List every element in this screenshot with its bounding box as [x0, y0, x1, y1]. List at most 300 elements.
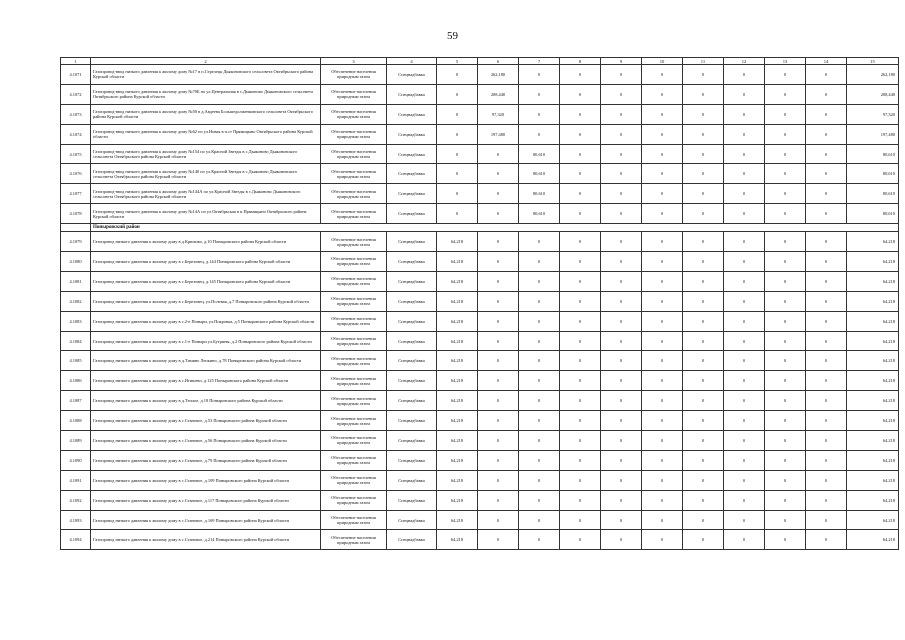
total-cell: 64,218	[847, 232, 899, 252]
section-title: Поныровский район	[91, 224, 899, 232]
value-cell: 64,218	[437, 510, 478, 530]
value-cell: 0	[642, 291, 683, 311]
value-cell: 0	[560, 530, 601, 550]
value-cell: 0	[683, 470, 724, 490]
value-cell: 0	[560, 232, 601, 252]
object-name: Газопровод низкого давления к жилому дому в с.Березовец, д.145 Поныровского района Курской области	[91, 271, 321, 291]
value-cell: 0	[806, 164, 847, 184]
value-cell: 0	[560, 431, 601, 451]
object-name: Газопровод низкого давления к жилому дому в с.Березовец, ул.Полевая, д.7 Поныровского района Курской области	[91, 291, 321, 311]
value-cell: 80,610	[519, 204, 560, 224]
value-cell: 0	[765, 124, 806, 144]
row-id: 4.1071	[61, 65, 91, 85]
object-name: Газопровод низкого давления к жилому дому в с.2-е Поныри, ул.Покровка, д.5 Поныровского района Курской области	[91, 311, 321, 331]
total-cell: 64,218	[847, 411, 899, 431]
value-cell: 80,610	[519, 144, 560, 164]
value-cell: 0	[724, 311, 765, 331]
value-cell: 0	[724, 84, 765, 104]
value-cell: 0	[519, 331, 560, 351]
object-name: Газопровод-ввод низкого давления к жилому дому №14А по ул.Октябрьская в п.Прямицыно Октябрьского района Курской области	[91, 204, 321, 224]
object-name: Газопровод-ввод низкого давления к жилому дому №50 в д.Авдеева Большедолженковского сельсовета Октябрьского района Курской области	[91, 104, 321, 124]
value-cell: 0	[437, 104, 478, 124]
value-cell: 64,218	[437, 530, 478, 550]
purpose-cell: Обеспечение населения природным газом	[321, 84, 387, 104]
value-cell: 0	[642, 490, 683, 510]
value-cell: 0	[560, 490, 601, 510]
value-cell: 0	[601, 391, 642, 411]
value-cell: 0	[765, 351, 806, 371]
value-cell: 0	[642, 65, 683, 85]
funding-source: Спецнадбавка	[387, 530, 437, 550]
value-cell: 0	[683, 271, 724, 291]
object-name: Газопровод-ввод низкого давления к жилому дому №17 в п.Стрелецк Дьяконовского сельсовета Октябрьского района Курской области	[91, 65, 321, 85]
object-name: Газопровод низкого давления к жилому дому в д.Теплое, д.18 Поныровского района Курской области	[91, 391, 321, 411]
purpose-cell: Обеспечение населения природным газом	[321, 204, 387, 224]
table-row	[61, 124, 899, 144]
purpose-cell: Обеспечение населения природным газом	[321, 371, 387, 391]
value-cell: 0	[519, 124, 560, 144]
value-cell: 0	[519, 65, 560, 85]
value-cell: 0	[519, 470, 560, 490]
funding-source: Спецнадбавка	[387, 271, 437, 291]
value-cell: 0	[519, 391, 560, 411]
object-name: Газопровод низкого давления к жилому дому в с.Становое, д.214 Поныровского района Курской области	[91, 530, 321, 550]
value-cell: 0	[642, 530, 683, 550]
value-cell: 0	[724, 371, 765, 391]
funding-source: Спецнадбавка	[387, 411, 437, 431]
value-cell: 0	[806, 271, 847, 291]
value-cell: 0	[683, 124, 724, 144]
value-cell: 0	[560, 124, 601, 144]
value-cell: 0	[560, 391, 601, 411]
value-cell: 0	[806, 331, 847, 351]
value-cell: 0	[806, 144, 847, 164]
column-number: 1	[61, 58, 91, 65]
value-cell: 0	[478, 450, 519, 470]
value-cell: 0	[765, 470, 806, 490]
total-cell: 64,218	[847, 351, 899, 371]
value-cell: 0	[519, 291, 560, 311]
table-row	[61, 431, 899, 451]
value-cell: 64,218	[437, 252, 478, 272]
value-cell: 0	[601, 291, 642, 311]
value-cell: 0	[642, 124, 683, 144]
value-cell: 0	[683, 252, 724, 272]
column-number: 12	[724, 58, 765, 65]
value-cell: 0	[724, 65, 765, 85]
value-cell: 0	[765, 65, 806, 85]
value-cell: 64,218	[437, 351, 478, 371]
value-cell: 0	[601, 431, 642, 451]
column-number: 13	[765, 58, 806, 65]
value-cell: 0	[806, 252, 847, 272]
funding-source: Спецнадбавка	[387, 184, 437, 204]
row-id: 4.1072	[61, 84, 91, 104]
value-cell: 0	[437, 164, 478, 184]
value-cell: 0	[519, 411, 560, 431]
value-cell: 0	[601, 271, 642, 291]
table-row	[61, 184, 899, 204]
value-cell: 0	[478, 144, 519, 164]
row-id: 4.1092	[61, 490, 91, 510]
value-cell: 0	[642, 331, 683, 351]
purpose-cell: Обеспечение населения природным газом	[321, 291, 387, 311]
total-cell: 64,218	[847, 431, 899, 451]
value-cell: 0	[601, 510, 642, 530]
value-cell: 0	[560, 470, 601, 490]
object-name: Газопровод низкого давления к жилому дому в с.1-е Поныри ул.Бутрины, д.2 Поныровского района Курской области	[91, 331, 321, 351]
value-cell: 0	[724, 271, 765, 291]
object-name: Газопровод низкого давления к жилому дому в д.Крюково, д.10 Поныровского района Курской области	[91, 232, 321, 252]
table-row	[61, 470, 899, 490]
value-cell: 0	[560, 271, 601, 291]
value-cell: 197,480	[478, 124, 519, 144]
object-name: Газопровод низкого давления к жилому дому в с.Игишево, д.125 Поныровского района Курской области	[91, 371, 321, 391]
value-cell: 64,218	[437, 232, 478, 252]
table-row	[61, 411, 899, 431]
value-cell: 0	[519, 311, 560, 331]
row-id: 4.1090	[61, 450, 91, 470]
table-row	[61, 65, 899, 85]
purpose-cell: Обеспечение населения природным газом	[321, 431, 387, 451]
column-number: 10	[642, 58, 683, 65]
row-id: 4.1078	[61, 204, 91, 224]
value-cell: 0	[478, 291, 519, 311]
table-row	[61, 331, 899, 351]
value-cell: 0	[478, 510, 519, 530]
value-cell: 0	[601, 351, 642, 371]
total-cell: 64,218	[847, 490, 899, 510]
value-cell: 0	[765, 84, 806, 104]
table-body	[61, 58, 899, 550]
value-cell: 0	[765, 431, 806, 451]
value-cell: 0	[601, 144, 642, 164]
purpose-cell: Обеспечение населения природным газом	[321, 65, 387, 85]
object-name: Газопровод-ввод низкого давления к жилому дому №70Б по ул.Центральная в с.Дьяконово Дьяконовского сельсовета Октябрьского района Курской области	[91, 84, 321, 104]
row-id: 4.1093	[61, 510, 91, 530]
value-cell: 0	[683, 311, 724, 331]
row-id: 4.1079	[61, 232, 91, 252]
table-row	[61, 232, 899, 252]
row-id: 4.1075	[61, 144, 91, 164]
value-cell: 64,218	[437, 490, 478, 510]
value-cell: 0	[642, 271, 683, 291]
table-row	[61, 311, 899, 331]
value-cell: 0	[806, 232, 847, 252]
total-cell: 97,320	[847, 104, 899, 124]
funding-source: Спецнадбавка	[387, 331, 437, 351]
value-cell: 0	[724, 164, 765, 184]
purpose-cell: Обеспечение населения природным газом	[321, 271, 387, 291]
value-cell: 0	[683, 164, 724, 184]
total-cell: 64,218	[847, 530, 899, 550]
value-cell: 64,218	[437, 331, 478, 351]
total-cell: 64,218	[847, 331, 899, 351]
purpose-cell: Обеспечение населения природным газом	[321, 470, 387, 490]
value-cell: 0	[519, 490, 560, 510]
total-cell: 208,440	[847, 84, 899, 104]
value-cell: 0	[683, 431, 724, 451]
object-name: Газопровод низкого давления к жилому дому в с.Становое, д.109 Поныровского района Курской области	[91, 470, 321, 490]
value-cell: 0	[642, 450, 683, 470]
section-row	[61, 224, 899, 232]
value-cell: 0	[437, 65, 478, 85]
value-cell: 0	[683, 331, 724, 351]
table-row	[61, 391, 899, 411]
table-row	[61, 164, 899, 184]
value-cell: 0	[601, 204, 642, 224]
value-cell: 0	[601, 84, 642, 104]
value-cell: 0	[806, 450, 847, 470]
column-number: 11	[683, 58, 724, 65]
value-cell: 0	[560, 331, 601, 351]
object-name: Газопровод низкого давления к жилому дому в с.Становое, д.79 Поныровского района Курской области	[91, 450, 321, 470]
value-cell: 0	[642, 184, 683, 204]
value-cell: 0	[724, 124, 765, 144]
value-cell: 0	[724, 391, 765, 411]
value-cell: 0	[642, 351, 683, 371]
value-cell: 0	[601, 490, 642, 510]
column-number: 3	[321, 58, 387, 65]
value-cell: 0	[683, 351, 724, 371]
table-row	[61, 351, 899, 371]
value-cell: 97,320	[478, 104, 519, 124]
purpose-cell: Обеспечение населения природным газом	[321, 331, 387, 351]
value-cell: 0	[724, 530, 765, 550]
row-id: 4.1091	[61, 470, 91, 490]
purpose-cell: Обеспечение населения природным газом	[321, 144, 387, 164]
value-cell: 0	[765, 331, 806, 351]
value-cell: 0	[560, 371, 601, 391]
value-cell: 0	[806, 351, 847, 371]
value-cell: 0	[601, 252, 642, 272]
value-cell: 0	[724, 490, 765, 510]
value-cell: 0	[601, 331, 642, 351]
value-cell: 0	[683, 510, 724, 530]
funding-source: Спецнадбавка	[387, 65, 437, 85]
value-cell: 0	[765, 232, 806, 252]
purpose-cell: Обеспечение населения природным газом	[321, 311, 387, 331]
total-cell: 197,480	[847, 124, 899, 144]
value-cell: 0	[683, 104, 724, 124]
value-cell: 0	[560, 104, 601, 124]
value-cell: 0	[765, 144, 806, 164]
value-cell: 0	[601, 65, 642, 85]
value-cell: 0	[683, 84, 724, 104]
column-number: 14	[806, 58, 847, 65]
value-cell: 64,218	[437, 450, 478, 470]
value-cell: 64,218	[437, 371, 478, 391]
table-row	[61, 490, 899, 510]
row-id: 4.1084	[61, 331, 91, 351]
value-cell: 0	[519, 104, 560, 124]
table-row	[61, 252, 899, 272]
total-cell: 64,218	[847, 391, 899, 411]
value-cell: 0	[806, 530, 847, 550]
value-cell: 0	[519, 450, 560, 470]
value-cell: 0	[478, 351, 519, 371]
value-cell: 0	[806, 184, 847, 204]
funding-source: Спецнадбавка	[387, 124, 437, 144]
value-cell: 0	[806, 371, 847, 391]
value-cell: 0	[560, 252, 601, 272]
value-cell: 64,218	[437, 391, 478, 411]
value-cell: 0	[806, 490, 847, 510]
value-cell: 0	[478, 311, 519, 331]
purpose-cell: Обеспечение населения природным газом	[321, 490, 387, 510]
value-cell: 0	[478, 391, 519, 411]
value-cell: 0	[478, 431, 519, 451]
value-cell: 0	[601, 184, 642, 204]
value-cell: 0	[642, 411, 683, 431]
value-cell: 0	[437, 84, 478, 104]
column-number: 15	[847, 58, 899, 65]
table-row	[61, 144, 899, 164]
row-id: 4.1094	[61, 530, 91, 550]
value-cell: 0	[683, 65, 724, 85]
value-cell: 208,440	[478, 84, 519, 104]
funding-source: Спецнадбавка	[387, 144, 437, 164]
table-row	[61, 291, 899, 311]
total-cell: 64,218	[847, 371, 899, 391]
value-cell: 0	[560, 411, 601, 431]
page-number: 59	[447, 30, 458, 42]
value-cell: 0	[437, 184, 478, 204]
value-cell: 0	[601, 371, 642, 391]
object-name: Газопровод низкого давления к жилому дому в с.Березовец, д.144 Поныровского района Курской области	[91, 252, 321, 272]
value-cell: 0	[642, 391, 683, 411]
funding-source: Спецнадбавка	[387, 291, 437, 311]
column-number: 7	[519, 58, 560, 65]
value-cell: 0	[806, 431, 847, 451]
value-cell: 0	[806, 84, 847, 104]
value-cell: 0	[601, 164, 642, 184]
total-cell: 262,180	[847, 65, 899, 85]
value-cell: 0	[478, 470, 519, 490]
value-cell: 0	[724, 351, 765, 371]
object-name: Газопровод низкого давления к жилому дому в с.Становое, д.169 Поныровского района Курской области	[91, 510, 321, 530]
column-number-row	[61, 58, 899, 65]
value-cell: 0	[478, 490, 519, 510]
table-row	[61, 530, 899, 550]
value-cell: 0	[724, 450, 765, 470]
table-row	[61, 84, 899, 104]
column-number: 2	[91, 58, 321, 65]
value-cell: 0	[724, 252, 765, 272]
total-cell: 80,610	[847, 204, 899, 224]
value-cell: 0	[765, 184, 806, 204]
value-cell: 0	[642, 470, 683, 490]
value-cell: 0	[683, 490, 724, 510]
value-cell: 0	[724, 232, 765, 252]
object-name: Газопровод низкого давления к жилому дому в с.Становое, д.117 Поныровского района Курской области	[91, 490, 321, 510]
purpose-cell: Обеспечение населения природным газом	[321, 232, 387, 252]
row-id: 4.1074	[61, 124, 91, 144]
value-cell: 0	[765, 510, 806, 530]
value-cell: 0	[478, 164, 519, 184]
value-cell: 0	[560, 311, 601, 331]
value-cell: 0	[765, 164, 806, 184]
value-cell: 0	[765, 104, 806, 124]
value-cell: 0	[806, 291, 847, 311]
value-cell: 0	[601, 124, 642, 144]
row-id: 4.1077	[61, 184, 91, 204]
value-cell: 0	[560, 84, 601, 104]
value-cell: 0	[683, 204, 724, 224]
column-number: 8	[560, 58, 601, 65]
row-id: 4.1088	[61, 411, 91, 431]
column-number: 4	[387, 58, 437, 65]
value-cell: 64,218	[437, 470, 478, 490]
value-cell: 0	[642, 232, 683, 252]
value-cell: 0	[683, 411, 724, 431]
object-name: Газопровод низкого давления к жилому дому в с.Становое, д.53 Поныровского района Курской области	[91, 411, 321, 431]
value-cell: 0	[806, 124, 847, 144]
object-name: Газопровод низкого давления к жилому дому в с.Становое, д.56 Поныровского района Курской области	[91, 431, 321, 451]
value-cell: 0	[806, 104, 847, 124]
total-cell: 64,218	[847, 271, 899, 291]
value-cell: 0	[683, 144, 724, 164]
value-cell: 0	[642, 84, 683, 104]
value-cell: 0	[683, 232, 724, 252]
value-cell: 0	[724, 204, 765, 224]
value-cell: 0	[478, 204, 519, 224]
purpose-cell: Обеспечение населения природным газом	[321, 411, 387, 431]
value-cell: 0	[683, 291, 724, 311]
value-cell: 0	[806, 510, 847, 530]
funding-source: Спецнадбавка	[387, 371, 437, 391]
value-cell: 0	[683, 391, 724, 411]
value-cell: 0	[765, 311, 806, 331]
row-id: 4.1080	[61, 252, 91, 272]
value-cell: 0	[601, 411, 642, 431]
total-cell: 64,218	[847, 291, 899, 311]
value-cell: 0	[560, 351, 601, 371]
funding-source: Спецнадбавка	[387, 232, 437, 252]
value-cell: 0	[642, 252, 683, 272]
value-cell: 0	[724, 291, 765, 311]
total-cell: 80,610	[847, 144, 899, 164]
value-cell: 0	[724, 184, 765, 204]
value-cell: 0	[601, 530, 642, 550]
funding-source: Спецнадбавка	[387, 351, 437, 371]
value-cell: 64,218	[437, 291, 478, 311]
total-cell: 64,218	[847, 450, 899, 470]
value-cell: 0	[560, 204, 601, 224]
value-cell: 0	[724, 104, 765, 124]
value-cell: 0	[478, 331, 519, 351]
value-cell: 0	[642, 144, 683, 164]
value-cell: 64,218	[437, 311, 478, 331]
funding-source: Спецнадбавка	[387, 391, 437, 411]
value-cell: 0	[806, 311, 847, 331]
gasification-table	[60, 57, 899, 550]
value-cell: 0	[683, 530, 724, 550]
funding-source: Спецнадбавка	[387, 104, 437, 124]
value-cell: 0	[765, 291, 806, 311]
value-cell: 0	[683, 450, 724, 470]
value-cell: 0	[806, 391, 847, 411]
table-row	[61, 371, 899, 391]
value-cell: 0	[601, 311, 642, 331]
value-cell: 0	[519, 510, 560, 530]
value-cell: 0	[560, 510, 601, 530]
value-cell: 0	[560, 184, 601, 204]
purpose-cell: Обеспечение населения природным газом	[321, 530, 387, 550]
row-id: 4.1089	[61, 431, 91, 451]
value-cell: 0	[519, 271, 560, 291]
value-cell: 0	[765, 490, 806, 510]
